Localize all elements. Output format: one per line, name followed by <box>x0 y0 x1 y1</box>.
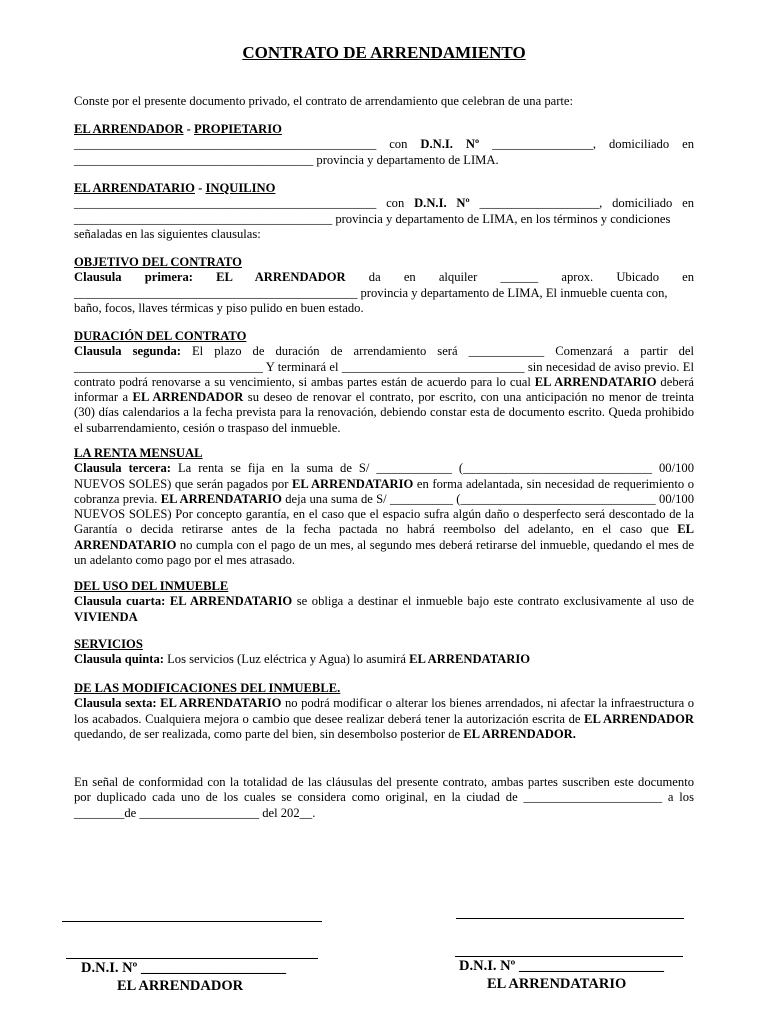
heading-separator: - <box>183 122 195 136</box>
objetivo-line2: _____________________________________________ provincia y departamento de LIMA, El inmueble cuenta con, <box>74 285 668 300</box>
duracion-text <box>74 344 694 436</box>
con-text: con <box>376 137 421 152</box>
uso-section <box>74 579 694 625</box>
domicilio-text: , domiciliado en <box>599 196 694 211</box>
arrendador-heading <box>74 122 694 137</box>
clause-label: Clausula sexta: <box>74 696 157 711</box>
arrendatario-line2 <box>74 212 694 227</box>
arrendatario-heading-a: EL ARRENDATARIO <box>74 181 195 195</box>
document-title: CONTRATO DE ARRENDAMIENTO <box>242 43 526 62</box>
party-name: EL ARRENDADOR <box>132 390 244 405</box>
vivienda-text: VIVIENDA <box>74 609 138 624</box>
clause-text: La renta se fija en la suma de S/ ____________ (______________________________ 00/100 NUEVOS SOLES) que serán pagados por <box>74 461 694 491</box>
province-text: provincia y departamento de LIMA, en los términos y condiciones <box>332 211 671 226</box>
address-blank: ______________________________________ <box>74 152 314 167</box>
objetivo-line1 <box>74 270 694 285</box>
objetivo-line3: baño, focos, llaves térmicas y piso pulido en buen estado. <box>74 300 364 315</box>
signature-line-arrendador <box>62 921 322 922</box>
servicios-section <box>74 637 694 668</box>
name-blank: ________________________________________________ <box>74 196 377 211</box>
party-name: EL ARRENDADOR. <box>463 726 576 741</box>
arrendador-line2 <box>74 153 694 168</box>
party-name: EL ARRENDADOR <box>216 270 346 285</box>
clause-label: Clausula segunda: <box>74 344 181 359</box>
clause-label: Clausula cuarta: <box>74 594 166 609</box>
objetivo-heading: OBJETIVO DEL CONTRATO <box>74 255 242 269</box>
clause-label: Clausula quinta: <box>74 652 164 667</box>
intro-paragraph: Conste por el presente documento privado, el contrato de arrendamiento que celebran de una parte: <box>74 94 574 108</box>
name-blank: ________________________________________________ <box>74 137 377 152</box>
servicios-text <box>74 652 694 667</box>
clause-text: deberá informar a <box>74 374 694 405</box>
clause-text: su deseo de renovar el contrato, por escrito, con una anticipación no menor de treinta (30) días calendarios a la fecha prevista para la renovación, debiendo constar esta de documento escrito. Queda prohibido el subarrendamiento, cesión o traspaso del inmueble. <box>74 390 694 435</box>
renta-section <box>74 446 694 568</box>
arrendador-dni: D.N.I. Nº ____________________ <box>81 960 286 976</box>
arrendador-section <box>74 122 694 168</box>
clause-text: da en alquiler ______ aprox. Ubicado en <box>345 270 695 285</box>
renta-text <box>74 461 694 568</box>
con-text: con <box>376 196 415 211</box>
modificaciones-text <box>74 696 694 742</box>
modificaciones-heading: DE LAS MODIFICACIONES DEL INMUEBLE. <box>74 681 341 695</box>
arrendatario-line1 <box>74 196 694 211</box>
clause-text: no cumpla con el pago de un mes, al segundo mes deberá retirarse del inmueble, quedando el mes de un adelanto como pago por el mes atrasado. <box>74 537 694 568</box>
heading-separator: - <box>194 181 206 195</box>
clause-text: deja una suma de S/ __________ (_______________________________ 00/100 NUEVOS SOLES) Por concepto garantía, en el caso que el espacio sufra algún daño o desperfecto será descontado de la Garantía o decida retirarse antes de la fecha pactada no habrá reembolso del adelanto, en el caso que <box>74 491 695 537</box>
arrendador-heading-b: PROPIETARIO <box>194 122 282 136</box>
address-blank: _________________________________________ <box>74 211 333 226</box>
name-line-arrendatario <box>455 956 683 957</box>
duracion-heading: DURACIÓN DEL CONTRATO <box>74 329 247 343</box>
dni-label: D.N.I. Nº <box>420 137 480 152</box>
clause-text: Los servicios (Luz eléctrica y Agua) lo asumirá <box>163 652 410 667</box>
uso-heading: DEL USO DEL INMUEBLE <box>74 579 229 593</box>
domicilio-text: , domiciliado en <box>592 137 694 152</box>
party-name: EL ARRENDATARIO <box>169 594 293 609</box>
dni-blank: ___________________ <box>469 196 600 211</box>
arrendador-heading-a: EL ARRENDADOR <box>74 122 184 136</box>
dni-blank: ________________ <box>479 137 593 152</box>
renta-heading: LA RENTA MENSUAL <box>74 446 203 460</box>
clause-text: quedando, de ser realizada, como parte del bien, sin desembolso posterior de <box>74 726 464 741</box>
arrendatario-section <box>74 181 694 242</box>
party-name: EL ARRENDATARIO <box>534 374 657 389</box>
clause-text: en forma adelantada, sin necesidad de requerimiento o cobranza previa. <box>74 476 695 506</box>
arrendatario-heading-b: INQUILINO <box>205 181 276 195</box>
arrendatario-line3: señaladas en las siguientes clausulas: <box>74 226 261 241</box>
objetivo-section <box>74 255 694 316</box>
servicios-heading: SERVICIOS <box>74 637 143 651</box>
clause-text: se obliga a destinar el inmueble bajo este contrato exclusivamente al uso de <box>292 594 694 609</box>
party-name: EL ARRENDADOR <box>584 711 694 726</box>
clause-text: no podrá modificar o alterar los bienes arrendados, ni afectar la infraestructura o los acabados. Cualquiera mejora o cambio que desee realizar deberá tener la autorización escrita de <box>74 696 695 726</box>
arrendador-role: EL ARRENDADOR <box>117 978 244 994</box>
dni-label: D.N.I. Nº <box>414 196 470 211</box>
clause-label: Clausula tercera: <box>74 461 171 476</box>
arrendatario-heading <box>74 181 694 196</box>
province-text: provincia y departamento de LIMA. <box>313 152 499 167</box>
party-name: EL ARRENDATARIO <box>291 476 414 491</box>
signature-line-arrendatario <box>456 918 684 919</box>
conformidad-paragraph: En señal de conformidad con la totalidad de las cláusulas del presente contrato, ambas partes suscriben este documento por duplicado cada uno de los cuales se considera como original, en la ciudad de ______________________ a los ________de ___________________ del 202__. <box>74 775 694 820</box>
name-line-arrendador <box>66 958 318 959</box>
clause-text: El plazo de duración de arrendamiento será ____________ Comenzará a partir del ______________________________ Y terminará el _____________________________ sin necesidad de aviso previo. El contrato podrá renovarse a su vencimiento, si ambas partes están de acuerdo para lo cual <box>74 344 694 389</box>
party-name: EL ARRENDATARIO <box>74 522 694 552</box>
uso-text <box>74 594 694 625</box>
clause-label: Clausula primera: <box>74 270 193 285</box>
arrendatario-role: EL ARRENDATARIO <box>487 976 627 992</box>
duracion-section <box>74 329 694 436</box>
arrendatario-dni: D.N.I. Nº ____________________ <box>459 958 664 974</box>
party-name: EL ARRENDATARIO <box>160 696 282 711</box>
modificaciones-section <box>74 681 694 742</box>
arrendador-line1 <box>74 137 694 152</box>
party-name: EL ARRENDATARIO <box>409 652 531 667</box>
party-name: EL ARRENDATARIO <box>160 491 282 506</box>
